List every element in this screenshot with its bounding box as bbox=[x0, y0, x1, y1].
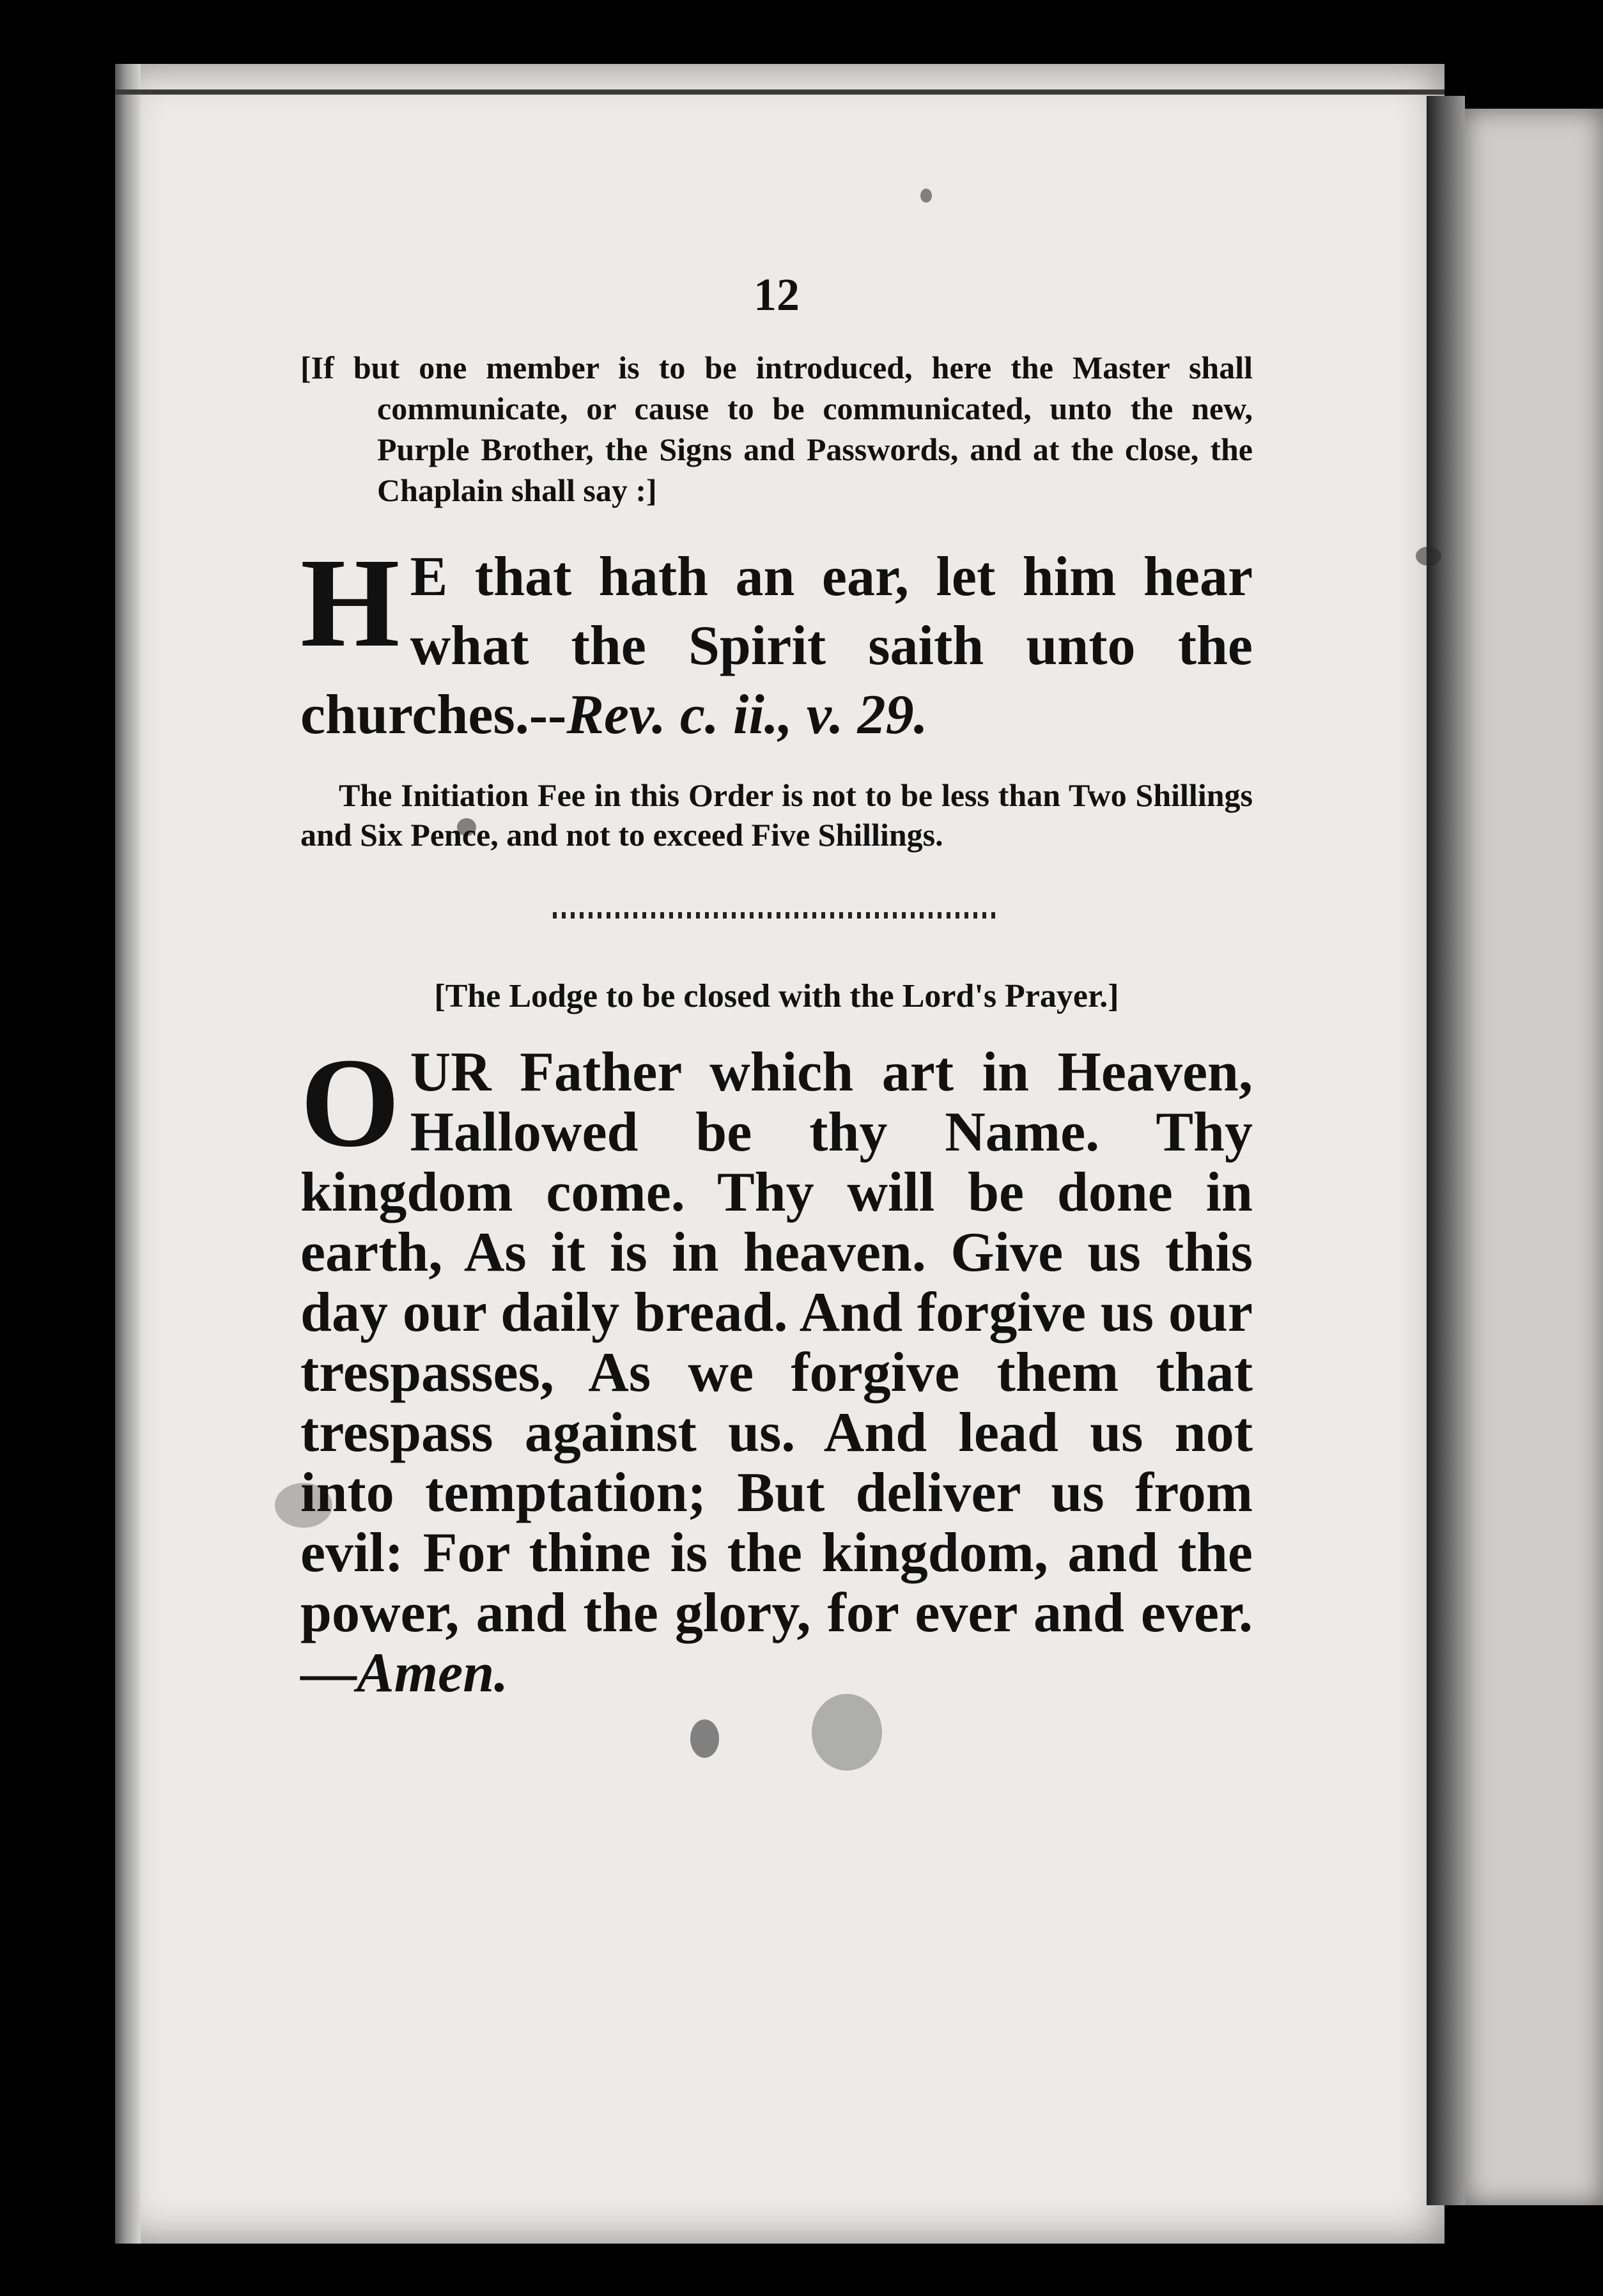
initiation-fee-note: The Initiation Fee in this Order is not to be less than Two Shillings and Six Pence, and not to exceed Five Shillings. bbox=[300, 777, 1253, 853]
page-number: 12 bbox=[754, 269, 800, 320]
page-edge bbox=[115, 64, 141, 2244]
verse-text: E that hath an ear, let him hear what the Spirit saith unto the churches.-- bbox=[300, 546, 1253, 746]
prayer-text: UR Father which art in Heaven, Hallowed be thy Name. Thy kingdom come. Thy will be done in earth, As it is in heaven. Give us this day our daily bread. And forgive us our trespasses, As we forgive them that trespass against us. And lead us not into temptation; But deliver us from evil: For thine is the kingdom, and the power, and the glory, for ever and ever.— bbox=[300, 1041, 1253, 1704]
scripture-verse bbox=[300, 532, 1253, 750]
verse-reference: Rev. c. ii., v. 29. bbox=[566, 684, 928, 746]
book-spine bbox=[1427, 96, 1465, 2205]
prayer-drop-cap: O bbox=[300, 1032, 398, 1174]
facing-page-fragment bbox=[1465, 109, 1603, 2205]
ink-stain bbox=[690, 1719, 719, 1758]
rubric-instruction: [If but one member is to be introduced, here the Master shall communicate, or cause to be communicated, unto the new, Purple Brother, the Signs and Passwords, and at the close, the Chaplain shall say :] bbox=[300, 350, 1253, 508]
ink-stain bbox=[920, 189, 932, 203]
ink-stain bbox=[1416, 547, 1441, 566]
ornamental-rule bbox=[553, 912, 1000, 919]
lords-prayer bbox=[300, 1032, 1253, 1704]
prayer-amen: Amen. bbox=[357, 1642, 509, 1704]
page-top-border bbox=[115, 89, 1444, 95]
closing-instruction: [The Lodge to be closed with the Lord's Prayer.] bbox=[434, 978, 1119, 1014]
verse-drop-cap: H bbox=[300, 532, 398, 674]
page-text bbox=[300, 268, 1253, 1703]
ink-stain bbox=[812, 1694, 882, 1771]
